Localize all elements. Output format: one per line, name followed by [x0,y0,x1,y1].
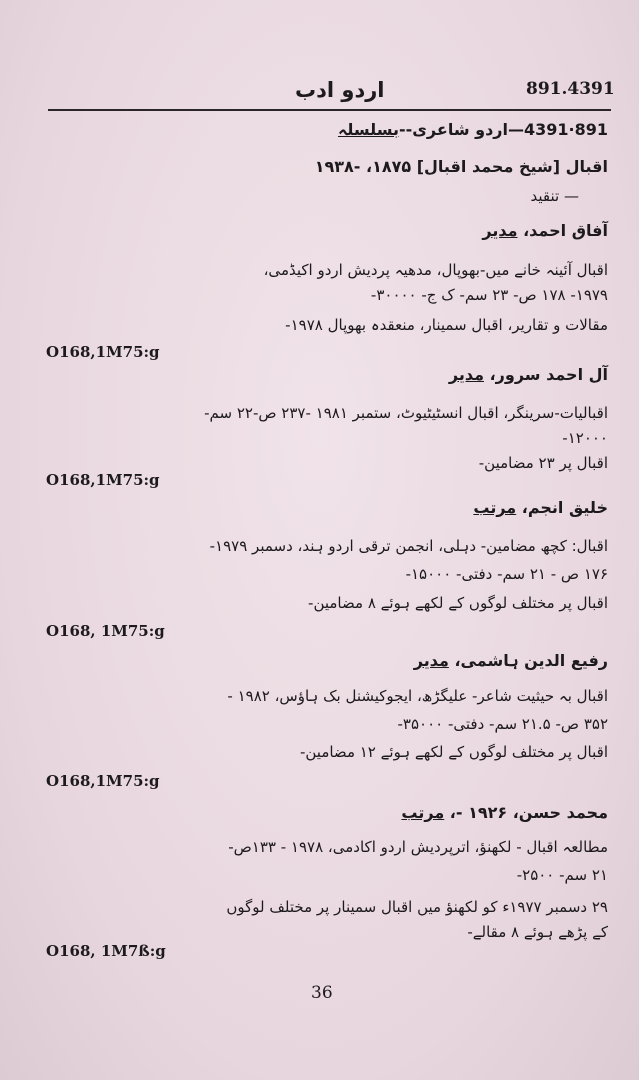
entry-author [38,802,608,824]
entry-line: کے پڑھے ہوئے ۸ مقالے- [467,923,608,941]
page-header-title: اردو ادب [295,78,385,102]
page-header-classification: 891.4391 [526,79,615,99]
entry-line: اقبال بہ حیثیت شاعر- علیگڑھ، ایجوکیشنل بک ہاؤس، ۱۹۸۲ - [227,687,608,705]
entry-author [38,497,608,519]
entry-line: اقبالیات-سرینگر، اقبال انسٹیٹیوٹ، ستمبر ۱۹۸۱ -۲۳۷ ص-۲۲ سم- [204,404,608,422]
entry-line: ۲۹ دسمبر ۱۹۷۷ء کو لکھنؤ میں اقبال سمینار پر مختلف لوگوں [226,898,608,916]
entry-line: اقبال پر ۲۳ مضامین- [478,454,608,472]
entry-line: اقبال پر مختلف لوگوں کے لکھے ہوئے ۱۲ مضامین- [299,743,608,761]
author-role: مدیر [413,651,449,670]
entry-line: ۲۱ سم- ۲۵۰۰- [516,866,608,884]
author-name: آل احمد سرور، [484,365,608,384]
author-role: مدیر [482,221,518,240]
call-number: O168,1M75:g [46,471,160,489]
subject-heading-series: بسلسلہ [337,120,399,139]
author-name: محمد حسن، ۱۹۲۶ -، [444,803,608,822]
call-number: O168, 1M7ß:g [46,942,166,960]
entry-author [38,364,608,386]
entry-line: ۱۲۰۰۰- [562,429,608,447]
entry-line: مطالعہ اقبال - لکھنؤ، اترپردیش اردو اکادمی، ۱۹۷۸ - ۱۳۳ص- [228,838,608,856]
subject-heading [38,119,608,141]
author-role: مدیر [448,365,485,384]
entry-line: ۱۹۷۹- ۱۷۸ ص- ۲۳ سم- ک ج- ۳۰۰۰۰- [370,286,608,304]
author-name: خلیق انجم، [516,498,608,517]
header-rule [48,109,611,111]
call-number: O168,1M75:g [46,772,160,790]
call-number: O168, 1M75:g [46,622,165,640]
entry-line: ۳۵۲ ص- ۲۱.۵ سم- دفتی- ۳۵۰۰۰- [397,715,608,733]
page-number: 36 [311,983,333,1003]
author-role: مرتب [401,803,445,822]
author-name: آفاق احمد، [517,221,608,240]
entry-author [38,650,608,672]
author-name: رفیع الدین ہاشمی، [448,651,608,670]
subject-heading-text: 891·4391—اردو شاعری-- [398,120,608,139]
author-role: مرتب [473,498,517,517]
entry-author [38,220,608,242]
entry-line: اقبال پر مختلف لوگوں کے لکھے ہوئے ۸ مضامین- [308,594,608,612]
call-number: O168,1M75:g [46,343,160,361]
entry-line: ۱۷۶ ص - ۲۱ سم- دفتی- ۱۵۰۰۰- [405,565,608,583]
subject-subdivision: — تنقید [530,187,579,205]
entry-line: مقالات و تقاریر، اقبال سمینار، منعقدہ بھوپال ۱۹۷۸- [285,316,608,334]
entry-line: اقبال آئینہ خانے میں-بھوپال، مدھیہ پردیش اردو اکیڈمی، [263,261,608,279]
entry-line: اقبال: کچھ مضامین- دہلی، انجمن ترقی اردو ہند، دسمبر ۱۹۷۹- [209,537,608,555]
subject-person: اقبال [شیخ محمد اقبال] ۱۸۷۵، -۱۹۳۸ [314,157,608,176]
